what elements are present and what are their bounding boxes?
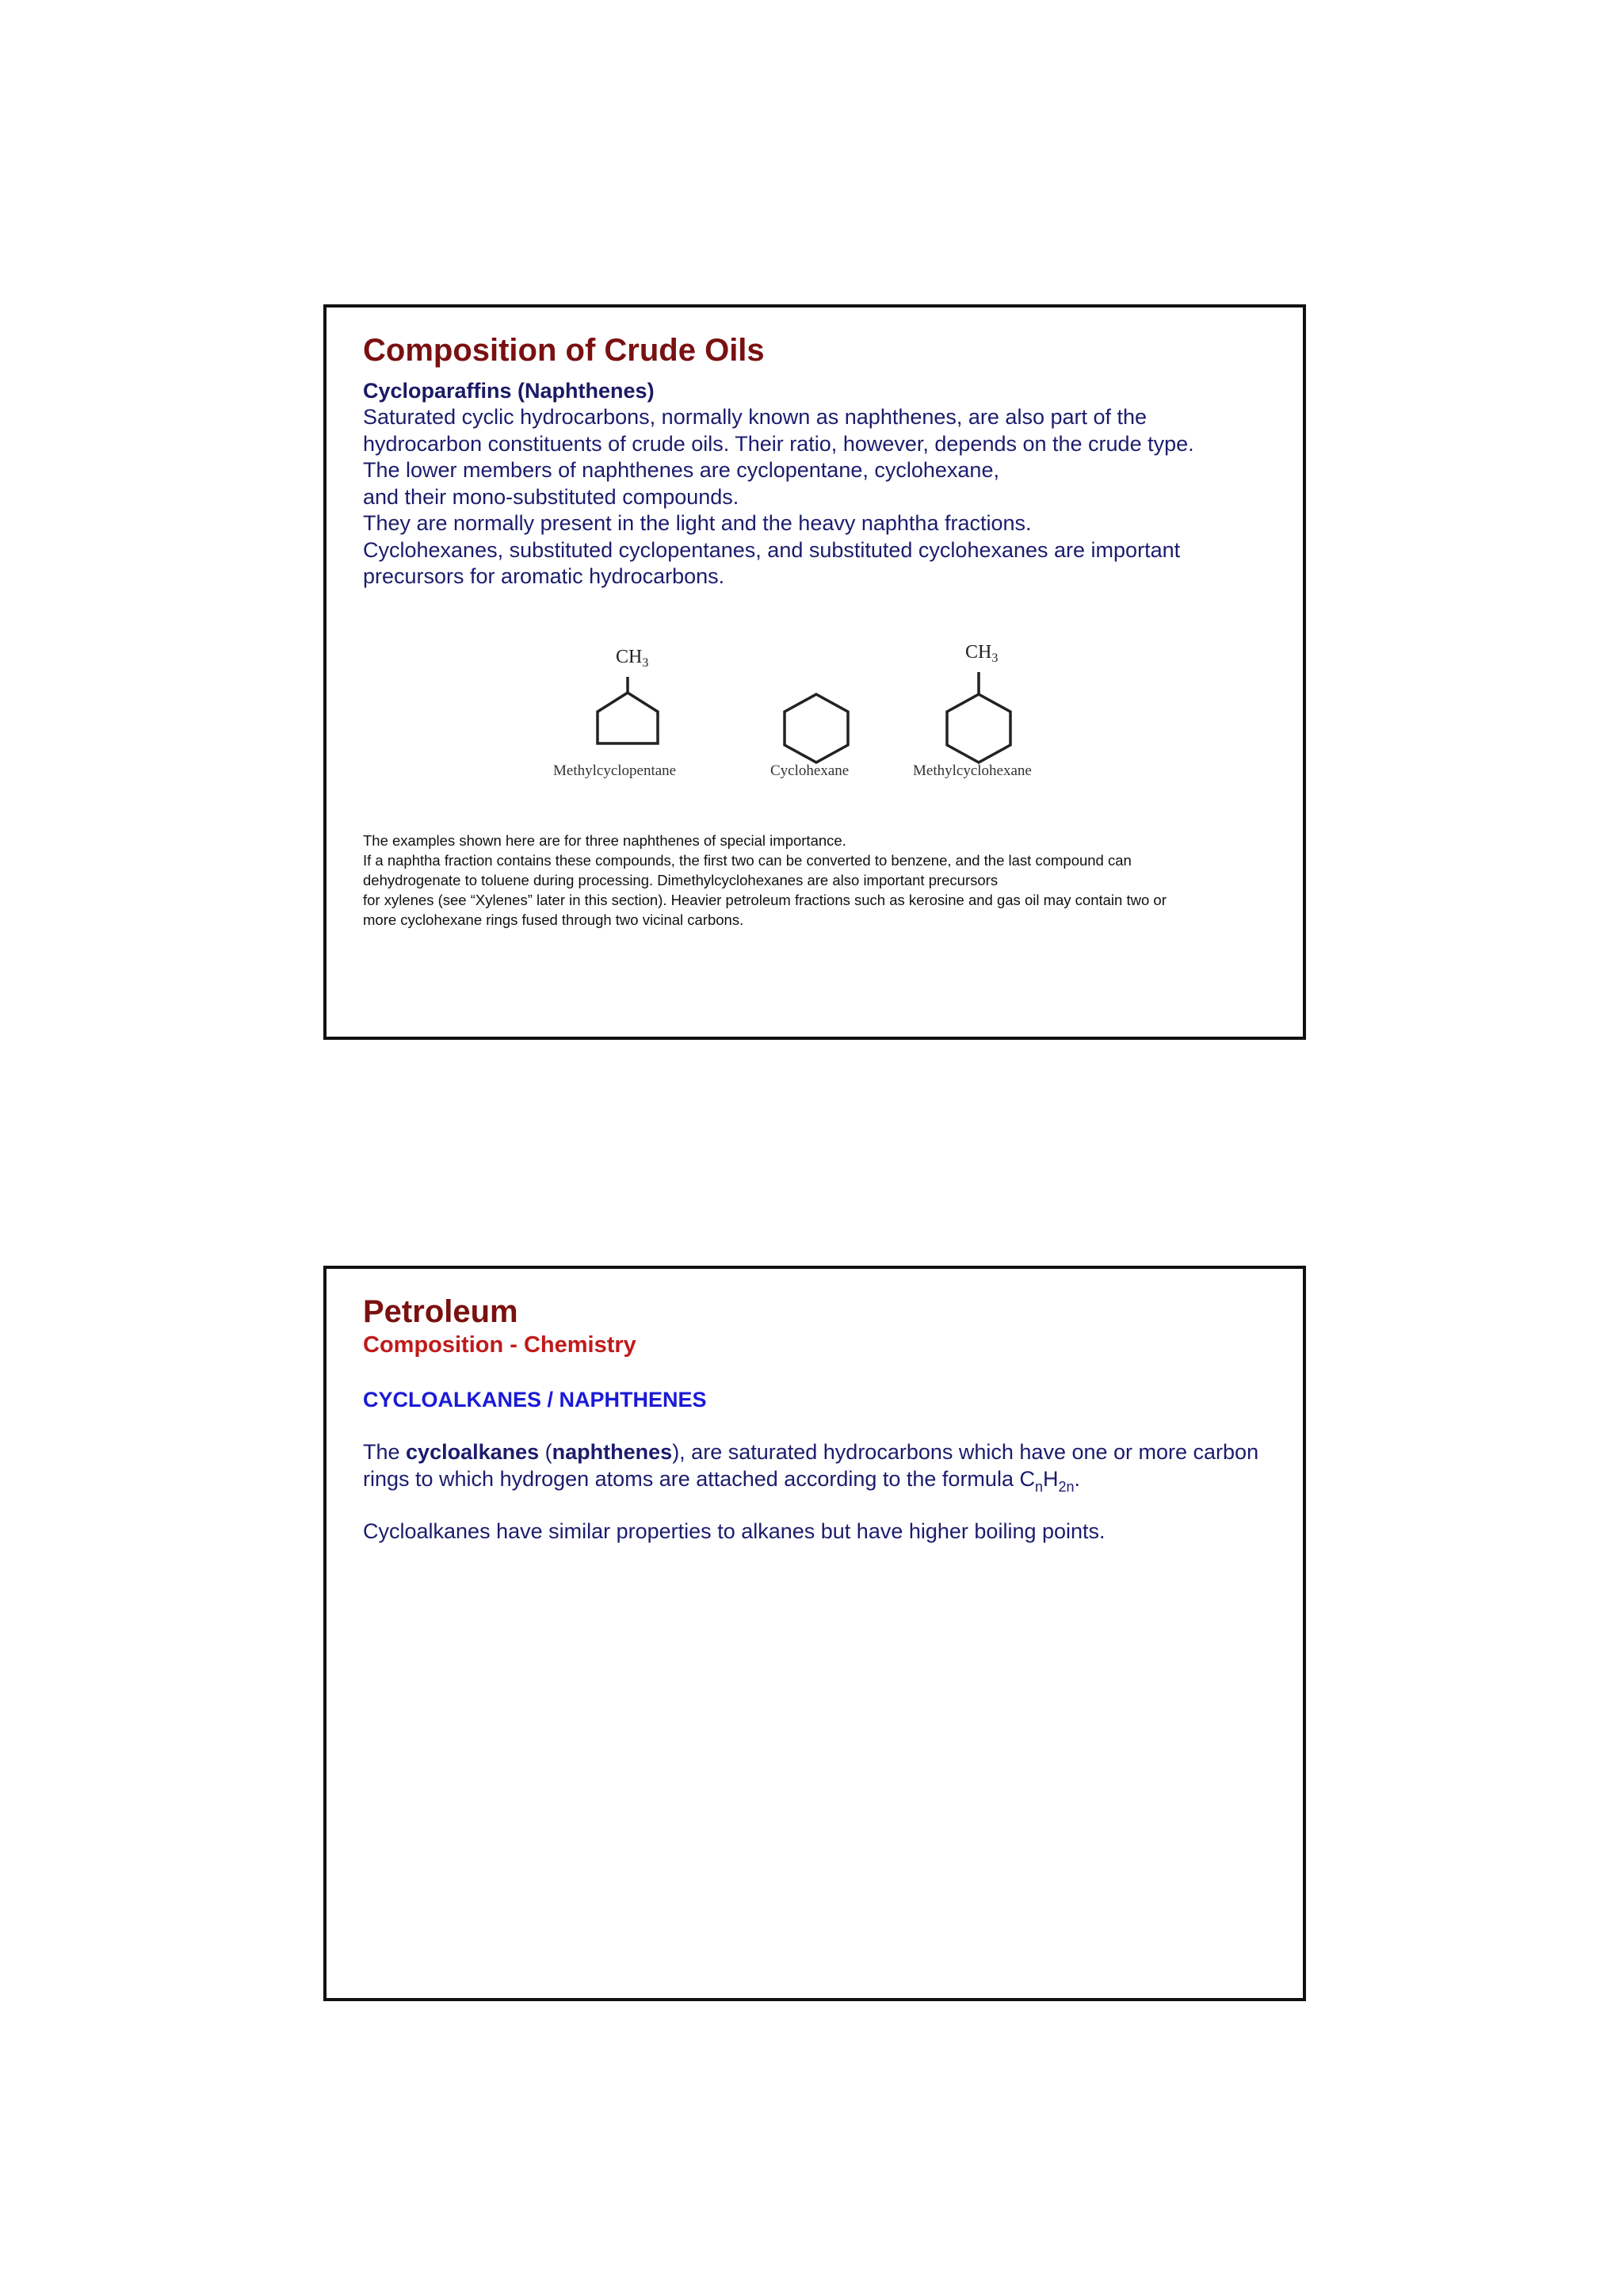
slide2-paragraph-2: Cycloalkanes have similar properties to alkanes but have higher boiling points.	[363, 1519, 1106, 1543]
paragraph-line: hydrocarbon constituents of crude oils. Their ratio, however, depends on the crude type.	[363, 431, 1194, 456]
slide2-paragraph-1: The cycloalkanes (naphthenes), are saturated hydrocarbons which have one or more carbon	[363, 1440, 1259, 1464]
paragraph-line: and their mono-substituted compounds.	[363, 484, 739, 509]
note-line: The examples shown here are for three naphthenes of special importance.	[363, 832, 846, 849]
slide1-subtitle: Cycloparaffins (Naphthenes)	[363, 379, 655, 403]
paragraph-line: They are normally present in the light and the heavy naphtha fractions.	[363, 511, 1032, 535]
cyclohexane-label: Cyclohexane	[770, 762, 850, 779]
methylcyclohexane-structure	[947, 672, 1010, 762]
methylcyclopentane-label: Methylcyclopentane	[553, 762, 677, 779]
paragraph-line: precursors for aromatic hydrocarbons.	[363, 564, 725, 588]
slide2-heading: CYCLOALKANES / NAPHTHENES	[363, 1388, 707, 1412]
slide2-paragraph-1-line-2: rings to which hydrogen atoms are attached according to the formula $C_nH_{2n}$.	[363, 1466, 1081, 1495]
methylcyclopentane-substituent: $CH_3$	[616, 647, 649, 670]
methylcyclohexane-substituent: $CH_3$	[965, 642, 999, 665]
paragraph-line: Cyclohexanes, substituted cyclopentanes, and substituted cyclohexanes are important	[363, 537, 1181, 562]
cyclohexane-structure	[785, 694, 848, 762]
note-line: for xylenes (see “Xylenes” later in this section). Heavier petroleum fractions such as kerosine and gas oil may contain two or	[363, 892, 1167, 908]
paragraph-line: The lower members of naphthenes are cyclopentane, cyclohexane,	[363, 458, 999, 482]
slide2-title: Petroleum	[363, 1294, 518, 1329]
methylcyclohexane-label: Methylcyclohexane	[913, 762, 1032, 779]
methylcyclopentane-structure	[598, 677, 658, 743]
slide-composition-of-crude-oils	[323, 304, 1306, 1040]
slide1-title: Composition of Crude Oils	[363, 333, 765, 368]
note-line: If a naphtha fraction contains these compounds, the first two can be converted to benzene, and the last compound can	[363, 852, 1132, 869]
paragraph-line: Saturated cyclic hydrocarbons, normally known as naphthenes, are also part of the	[363, 405, 1148, 429]
naphthene-structures	[540, 640, 1079, 767]
slide2-subtitle: Composition - Chemistry	[363, 1332, 636, 1358]
slide1-note	[363, 831, 1279, 930]
slide1-paragraph	[363, 404, 1279, 590]
note-line: dehydrogenate to toluene during processing. Dimethylcyclohexanes are also important precursors	[363, 872, 999, 888]
note-line: more cyclohexane rings fused through two vicinal carbons.	[363, 911, 744, 928]
slide-petroleum	[323, 1266, 1306, 2001]
